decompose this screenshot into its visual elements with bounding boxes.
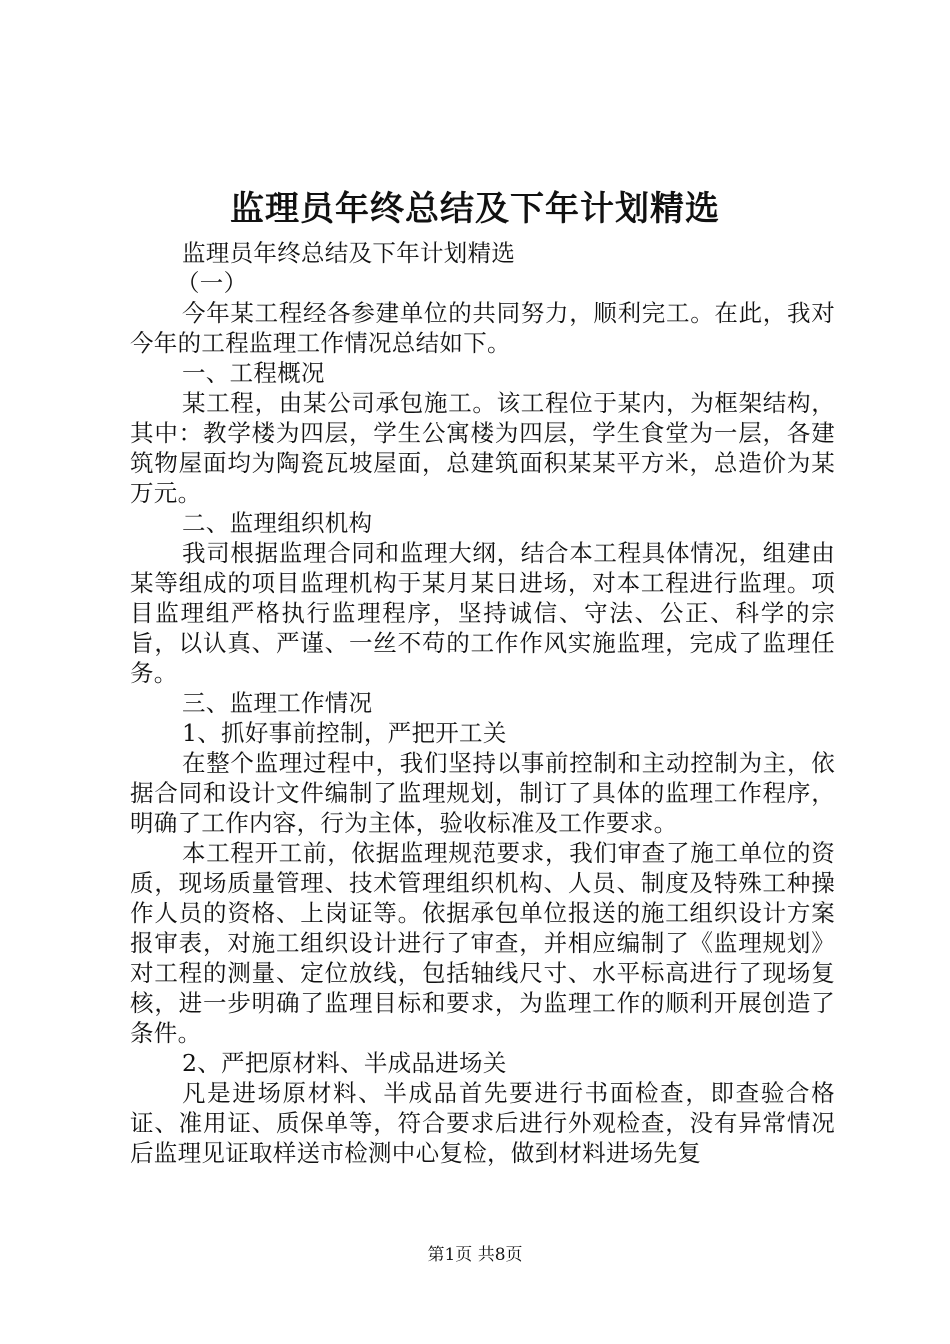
subtitle-paragraph: 监理员年终总结及下年计划精选	[182, 239, 516, 267]
section-heading-overview: 一、工程概况	[182, 359, 325, 387]
page-footer: 第1页 共8页	[427, 1245, 523, 1265]
document-body	[130, 238, 835, 1168]
document-title: 监理员年终总结及下年计划精选	[230, 189, 720, 229]
overview-paragraph: 某工程，由某公司承包施工。该工程位于某内，为框架结构，其中：教学楼为四层，学生公寓楼为四层，学生食堂为一层，各建筑物屋面均为陶瓷瓦坡屋面，总建筑面积某某平方米，总造价为某万元。	[130, 389, 835, 507]
subheading-materials: 2、严把原材料、半成品进场关	[182, 1049, 507, 1077]
section-heading-organization: 二、监理组织机构	[182, 509, 373, 537]
subheading-precontrol: 1、抓好事前控制，严把开工关	[182, 719, 507, 747]
section-heading-work: 三、监理工作情况	[182, 689, 373, 717]
preconstruction-paragraph: 本工程开工前，依据监理规范要求，我们审查了施工单位的资质，现场质量管理、技术管理组织机构、人员、制度及特殊工种操作人员的资格、上岗证等。依据承包单位报送的施工组织设计方案报审表，对施工组织设计进行了审查，并相应编制了《监理规划》对工程的测量、定位放线，包括轴线尺寸、水平标高进行了现场复核，进一步明确了监理目标和要求，为监理工作的顺利开展创造了条件。	[130, 839, 835, 1047]
precontrol-paragraph: 在整个监理过程中，我们坚持以事前控制和主动控制为主，依据合同和设计文件编制了监理规划，制订了具体的监理工作程序，明确了工作内容，行为主体，验收标准及工作要求。	[130, 749, 835, 837]
materials-paragraph: 凡是进场原材料、半成品首先要进行书面检查，即查验合格证、准用证、质保单等，符合要求后进行外观检查，没有异常情况后监理见证取样送市检测中心复检，做到材料进场先复	[130, 1079, 835, 1167]
section-marker: （一）	[176, 269, 248, 297]
intro-paragraph: 今年某工程经各参建单位的共同努力，顺利完工。在此，我对今年的工程监理工作情况总结如下。	[130, 299, 835, 357]
organization-paragraph: 我司根据监理合同和监理大纲，结合本工程具体情况，组建由某等组成的项目监理机构于某月某日进场，对本工程进行监理。项目监理组严格执行监理程序，坚持诚信、守法、公正、科学的宗旨，以认真、严谨、一丝不苟的工作作风实施监理，完成了监理任务。	[130, 539, 835, 687]
